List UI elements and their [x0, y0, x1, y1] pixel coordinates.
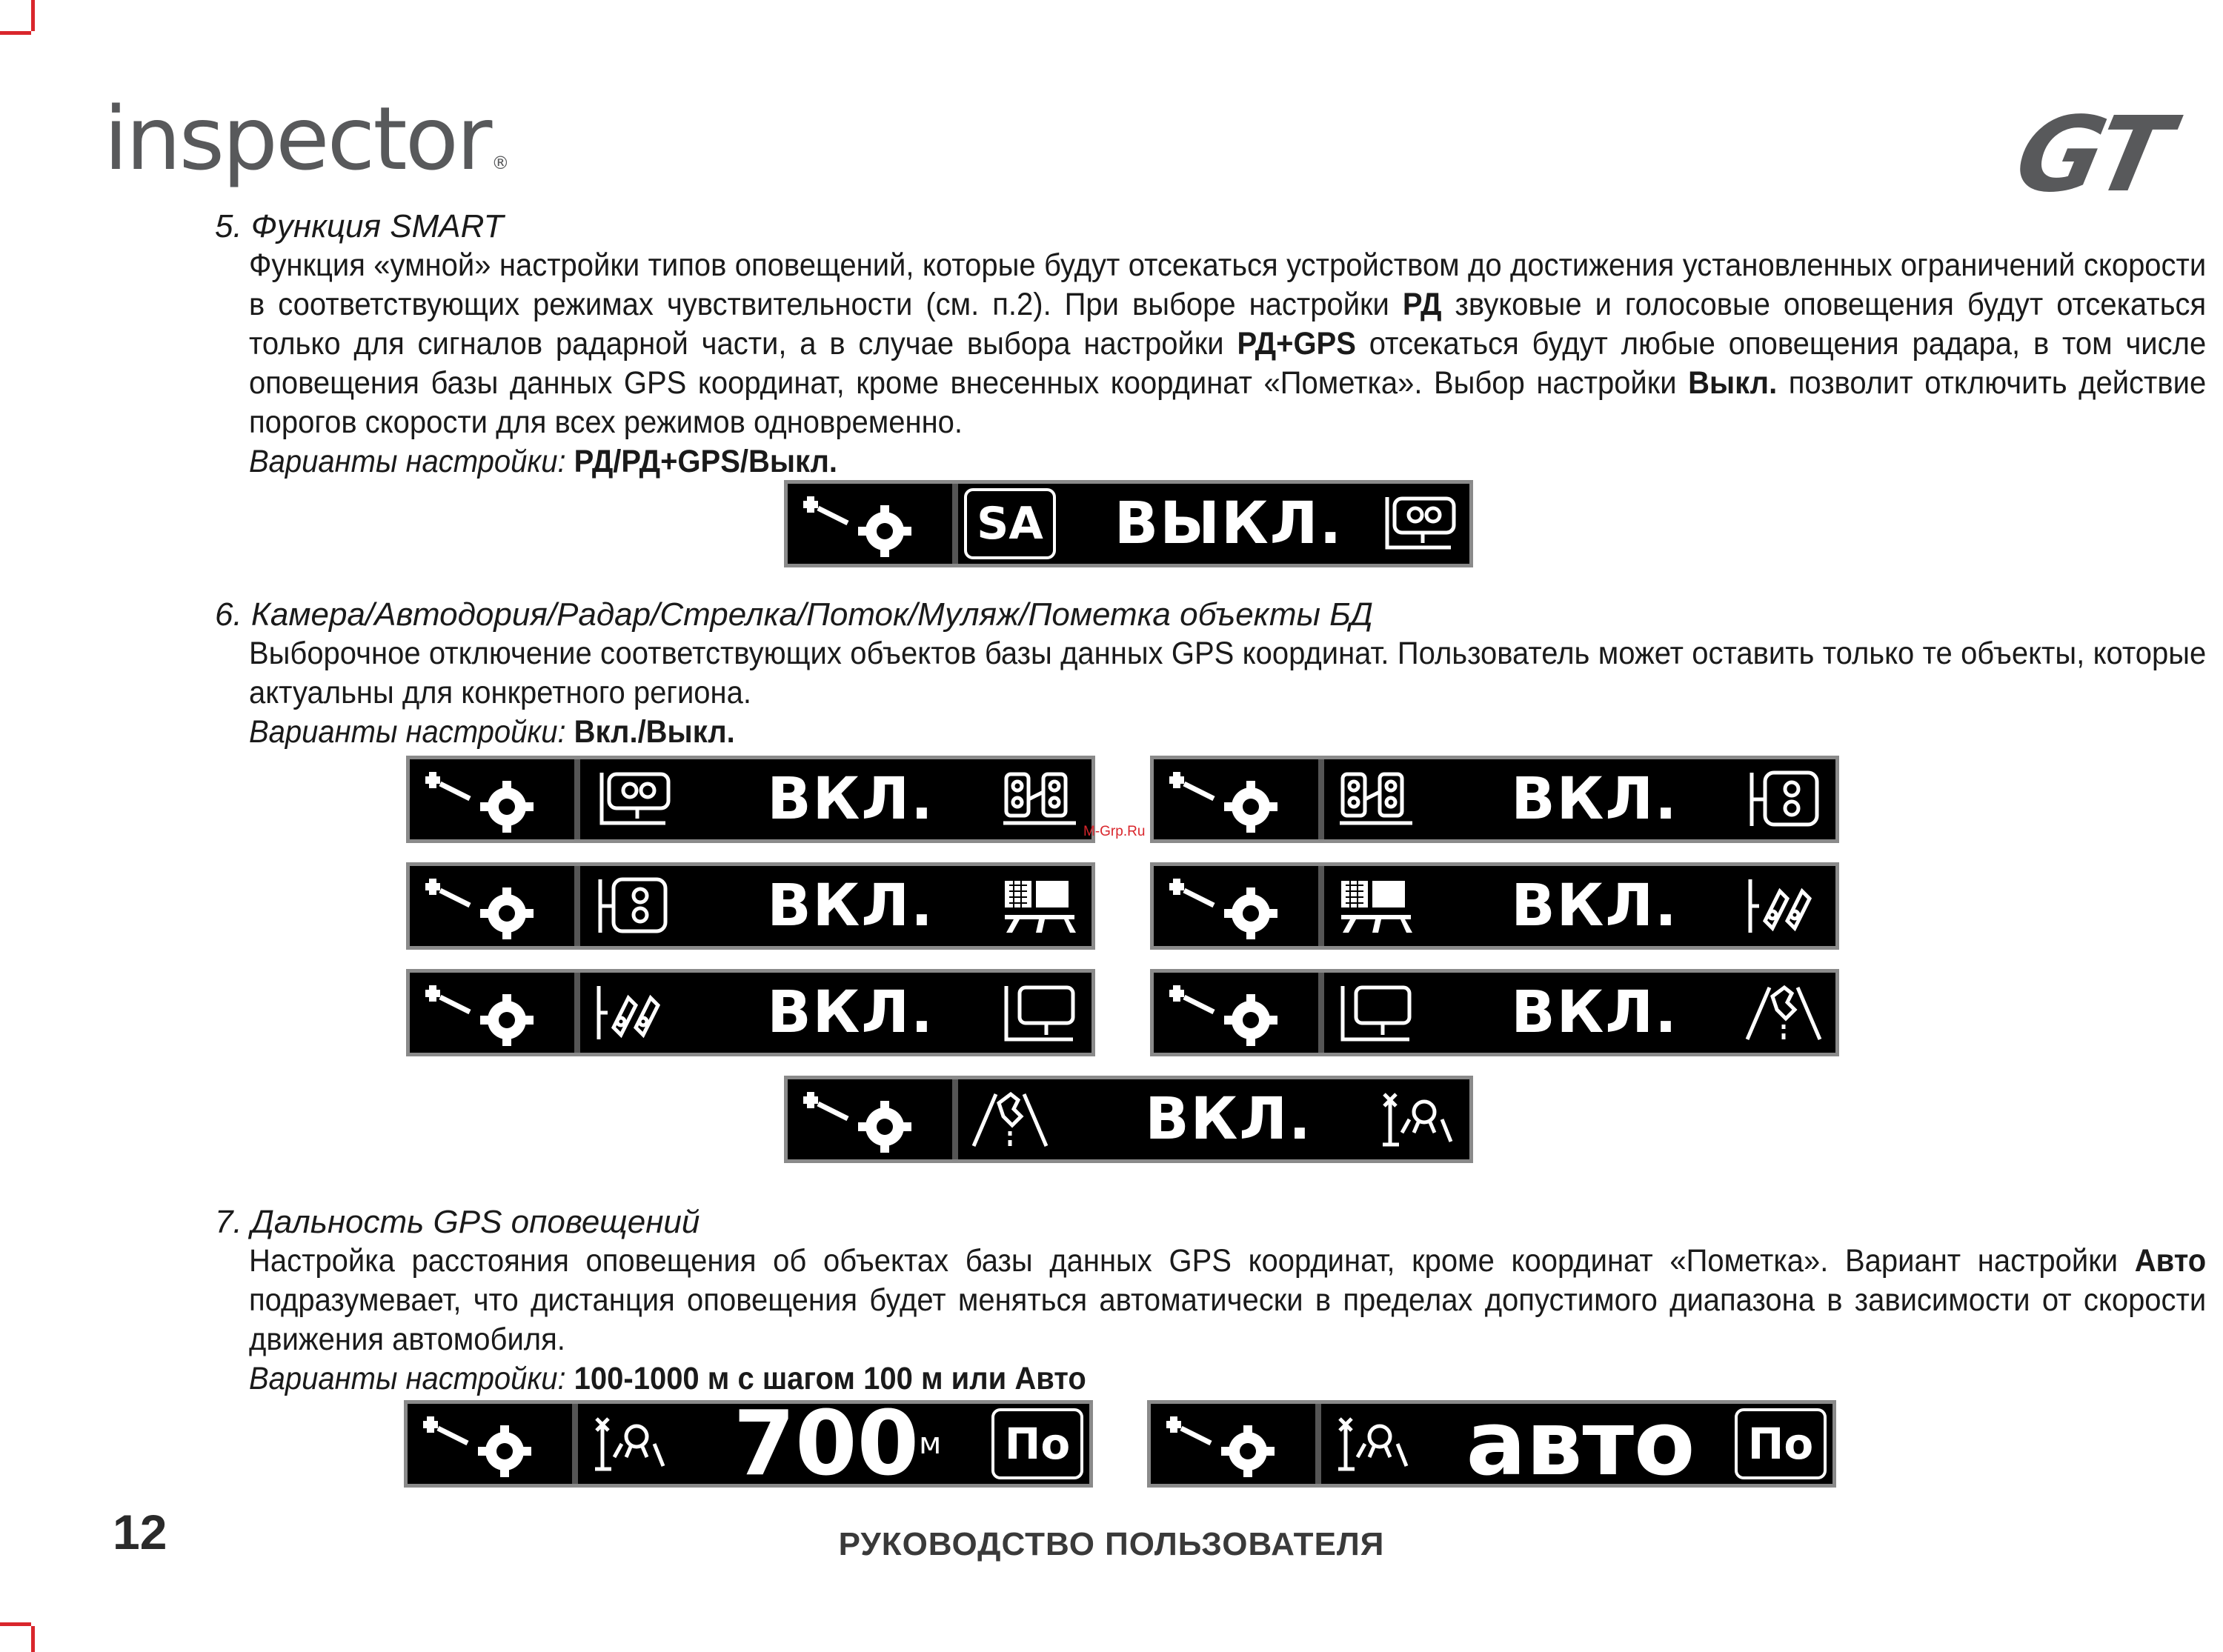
display-value: ВЫКЛ. [1114, 490, 1343, 557]
footer-title: РУКОВОДСТВО ПОЛЬЗОВАТЕЛЯ [838, 1526, 1385, 1562]
gear-icon [408, 1404, 578, 1484]
gear-icon [410, 973, 580, 1053]
lcd-display [1150, 756, 1839, 843]
section-title: 5. Функция SMART [215, 208, 504, 244]
display-value: ВКЛ. [767, 979, 934, 1046]
lcd-display [406, 969, 1095, 1056]
page-number: 12 [113, 1505, 167, 1559]
gear-icon [788, 1079, 958, 1159]
camera-icon [1366, 484, 1469, 564]
avtodoria-icon [988, 759, 1091, 839]
strelka-icon [988, 866, 1091, 946]
options-line: Варианты настройки: РД/РД+GPS/Выкл. [249, 444, 838, 479]
section-objects [215, 596, 2207, 752]
sa-icon: SA [958, 484, 1062, 564]
gt-logo: GT [2005, 95, 2177, 216]
lcd-display [404, 1392, 1093, 1496]
section-smart [215, 207, 2207, 482]
inspector-logo: inspector® [104, 87, 510, 190]
mulyazh-icon [988, 973, 1091, 1053]
gps-range-icon [578, 1404, 682, 1484]
gear-icon [1154, 973, 1324, 1053]
po-icon: По [986, 1404, 1089, 1484]
radar-icon [580, 866, 684, 946]
crop-mark [0, 31, 31, 35]
display-value: ВКЛ. [767, 873, 934, 939]
display-value: ВКЛ. [1511, 979, 1678, 1046]
radar-icon [1732, 759, 1835, 839]
section-paragraph: Настройка расстояния оповещения об объектах базы данных GPS координат, кроме координат «Пометка». Вариант настройки Авто подразумевает, что дистанция оповещения будет меняться автоматически в пределах допустимого диапазона в зависимости от скорости движения автомобиля. [249, 1243, 2207, 1357]
lcd-display [1150, 969, 1839, 1056]
gear-icon [1154, 759, 1324, 839]
crop-mark [0, 1622, 31, 1626]
lcd-display [406, 862, 1095, 950]
display-value: ВКЛ. [1145, 1086, 1312, 1153]
gear-icon [410, 759, 580, 839]
gear-icon [1154, 866, 1324, 946]
lcd-display [1150, 862, 1839, 950]
section-paragraph: Выборочное отключение соответствующих объектов базы данных GPS координат. Пользователь может оставить только те объекты, которые актуальны для конкретного региона. [249, 636, 2207, 710]
potok-icon [580, 973, 684, 1053]
lcd-display [784, 480, 1473, 567]
display-value: ВКЛ. [767, 766, 934, 833]
display-value: 700 м [733, 1392, 942, 1496]
section-title: 7. Дальность GPS оповещений [215, 1204, 700, 1240]
avtodoria-icon [1324, 759, 1428, 839]
display-value: ВКЛ. [1511, 873, 1678, 939]
section-range [215, 1203, 2207, 1399]
section-paragraph: Функция «умной» настройки типов оповещений, которые будут отсекаться устройством до достижения установленных ограничений скорости в соответствующих режимах чувствительности (см. п.2). При выборе настройки РД звуковые и голосовые оповещения будут отсекаться только для сигналов радарной части, а в случае выбора настройки РД+GPS отсекаться будут любые оповещения радара, в том числе оповещения базы данных GPS координат, кроме внесенных координат «Пометка». Выбор настройки Выкл. позволит отключить действие порогов скорости для всех режимов одновременно. [249, 247, 2207, 440]
watermark: M-Grp.Ru [1083, 824, 1146, 839]
lcd-display [1147, 1392, 1836, 1496]
lcd-display [784, 1076, 1473, 1163]
lcd-display [406, 756, 1095, 843]
crop-mark [31, 0, 35, 31]
potok-icon [1732, 866, 1835, 946]
gps-range-icon [1321, 1404, 1425, 1484]
pometka-icon [1732, 973, 1835, 1053]
gear-icon [1151, 1404, 1321, 1484]
camera-icon [580, 759, 684, 839]
options-line: Варианты настройки: Вкл./Выкл. [249, 714, 735, 750]
mulyazh-icon [1324, 973, 1428, 1053]
strelka-icon [1324, 866, 1428, 946]
po-icon: По [1729, 1404, 1832, 1484]
crop-mark [31, 1626, 35, 1652]
options-line: Варианты настройки: 100-1000 м с шагом 100 м или Авто [249, 1361, 1086, 1396]
gear-icon [788, 484, 958, 564]
section-title: 6. Камера/Автодория/Радар/Стрелка/Поток/Муляж/Пометка объекты БД [215, 596, 1373, 633]
gps-range-icon [1366, 1079, 1469, 1159]
display-value: ВКЛ. [1511, 766, 1678, 833]
display-value: авто [1466, 1392, 1695, 1496]
pometka-icon [958, 1079, 1062, 1159]
gear-icon [410, 866, 580, 946]
